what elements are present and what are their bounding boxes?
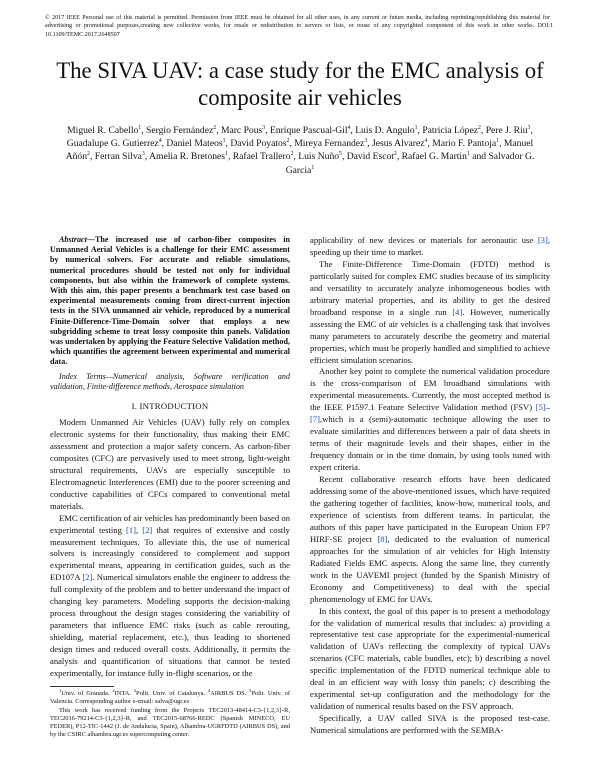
author-affiliation: 3 bbox=[141, 151, 145, 158]
author bbox=[67, 138, 162, 149]
text-run: EMC certification of air vehicles has predominantly been based on experimental testing bbox=[50, 512, 290, 535]
author-name: Ferran Silva bbox=[94, 151, 142, 163]
footnote-rule bbox=[50, 686, 114, 687]
abstract-lead: Abstract bbox=[59, 235, 87, 244]
footnote-marker: 1 bbox=[59, 687, 62, 693]
author bbox=[355, 125, 417, 136]
text-run: Modern Unmanned Air Vehicles (UAV) fully rely on complex electronic systems for their functionality, thus making their EMC assessment and protection a major safety concern. As carbon-fiber composites (CFC) are pervasively used to meet strong, light-weight structural requirements, UAVs are especially susceptible to Electromagnetic Interferences (EMI) due to the poorer screening and conductive capabilities of CFCs compared to conventional metal materials. bbox=[50, 417, 290, 511]
author-name: Daniel Mateos bbox=[166, 138, 223, 150]
text-run: INTA. bbox=[114, 689, 134, 697]
author-affiliation: 3 bbox=[527, 125, 531, 131]
body-paragraph bbox=[310, 474, 550, 605]
author-affiliation: 1 bbox=[138, 125, 142, 131]
text-run: AIRBUS DS. bbox=[210, 689, 250, 697]
text-run: . Numerical simulators enable the engineer to address the full complexity of the problem and to better understand the impact of changing key parameters. Modeling supports the decision-making process throughout the design stages considering the variability of parameters that influence EMC risks (such as cable rerouting, shielding, material replacement, etc.), thus leading to shortened design times and reduced overall costs. Additionally, it permits the analysis and quantification of situations that cannot be tested experimentally, for instance fully in-flight scenarios, or the bbox=[50, 572, 290, 679]
author-name: Mireya Fernandez bbox=[294, 138, 365, 150]
author-affiliation: 1 bbox=[311, 164, 315, 171]
paper-title: The SIVA UAV: a case study for the EMC analysis of composite air vehicles bbox=[56, 58, 544, 110]
text-run: Another key point to complete the numerical validation procedure is the cross-comparison of EM broadband simulations with experimental measurements. Currently, the most accepted method is the IEEE P1597.1 Feature Selective Validation method (FSV) bbox=[310, 366, 550, 413]
body-paragraph bbox=[310, 606, 550, 714]
abstract bbox=[50, 235, 290, 368]
author-affiliation: 5 bbox=[339, 151, 342, 158]
left-column bbox=[50, 235, 290, 740]
author-affiliation: 1 bbox=[222, 138, 226, 145]
text-run: . However, numerically assessing the EMC of air vehicles is a challenging task that involves many parameters to accurately describe the geometry and material properties, which must be properly handled and simplified to achieve efficient simulation scenarios. bbox=[310, 306, 550, 365]
page-number: 1 bbox=[550, 22, 554, 29]
body-paragraph bbox=[310, 713, 550, 737]
citation-link[interactable]: [7] bbox=[310, 414, 321, 425]
author-affiliation: 2 bbox=[213, 125, 217, 131]
author-name: David Poyatos bbox=[230, 138, 287, 150]
author bbox=[372, 138, 427, 149]
citation-link[interactable]: [5] bbox=[535, 402, 546, 413]
author bbox=[422, 125, 481, 136]
text-run: ,which is a (semi)-automatic technique allowing the user to evaluate similarities and differences between a pair of data sheets in terms of their magnitude levels and their shapes, either in the frequency domain or in the time domain, by using tools tuned with expert criteria. bbox=[310, 414, 550, 473]
author-name: Mario F. Pantoja bbox=[432, 138, 497, 150]
author-affiliation: 2 bbox=[290, 151, 294, 158]
index-terms: Index Terms—Numerical analysis, Software verification and validation, Finite-difference methods, Aerospace simulation bbox=[50, 371, 290, 391]
text-run: This work has received funding from the Projects TEC2013-48414-C3-{1,2,3}-R, TEC2016-79214-C3-{1,2,3}-R, and TEC2015-68766-REDC (Spanish MINECO, EU FEDER), P12-TIC-1442 (J. de Andalucia, Spain), Alhambra-UGRFDTD (AIRBUS DS), and by the CSIRC alhambra.ugr.es supercomputing center. bbox=[50, 706, 290, 739]
author bbox=[67, 125, 141, 136]
author-list: Miguel R. Cabello$^1$, Sergio Fernández$^2$, Marc Pous$^3$, Enrique Pascual-Gil$^4$, Luis D. Angulo$^1$, Patricia López$^2$, Pere J. Riu$^3$, Guadalupe G. Gutierrez$^4$, Daniel Mateos$^1$, David Poyatos$^2$, Mireya Fernandez$^3$, Jesus Alvarez$^4$, Mario F. Pantoja$^1$, Manuel Añón$^2$, Ferran Silva$^3$, Amelia R. Bretones$^1$, Rafael Trallero$^2$, Luis Nuño$^5$, David Escot$^2$, Rafael G. Martin$^1$ and Salvador G. Garcia$^1$ bbox=[65, 125, 535, 176]
text-run: that requires of extensive and costly measurement techniques. To alleviate this, the use of numerical solvers is increasingly considered to complement and support experimental means, appearing in certification guides, such as the ED107A bbox=[50, 524, 290, 583]
author-name: Manuel Añón bbox=[65, 138, 534, 163]
intro-body bbox=[50, 417, 290, 680]
author-affiliation: 2 bbox=[286, 138, 290, 145]
citation-link[interactable]: [4] bbox=[452, 306, 463, 317]
author-affiliation: 1 bbox=[414, 125, 418, 131]
author-name: David Escot bbox=[346, 151, 394, 163]
author-name: Luis D. Angulo bbox=[355, 125, 415, 136]
abstract-text: —The increased use of carbon-fiber composites in Unmanned Aerial Vehicles is a challenge for their EMC assessment by numerical solvers. For accurate and reliable simulations, numerical procedures should be tested not only for individual components, but also within the framework of complete systems. With this aim, this paper presents a benchmark test case based on experimental measurements coming from direct-current injection tests in the SIVA unmanned air vehicle, reproduced by a numerical Finite-Difference-Time-Domain solver that employs a new subgridding scheme to treat lossy composite thin panels. Validation was undertaken by applying the Feature Selective Validation method, which quantifies the agreement between experimental and numerical data. bbox=[50, 235, 290, 367]
author-name: Jesus Alvarez bbox=[372, 138, 425, 150]
footnote-marker: 3 bbox=[133, 687, 137, 693]
author-name: Patricia López bbox=[422, 125, 478, 136]
citation-link[interactable]: [2] bbox=[82, 572, 93, 583]
citation-link[interactable]: [8] bbox=[377, 533, 388, 544]
citation-link[interactable]: [1] bbox=[125, 524, 136, 535]
body-paragraph bbox=[50, 513, 290, 680]
author-name: Sergio Fernández bbox=[146, 125, 214, 136]
footnote bbox=[50, 707, 290, 740]
text-run: , bbox=[136, 524, 143, 535]
body-paragraph bbox=[310, 259, 550, 367]
author-name: Rafael G. Martin bbox=[401, 151, 467, 163]
body-paragraph bbox=[310, 235, 550, 259]
citation-link[interactable]: [3] bbox=[537, 235, 548, 245]
author-name: Guadalupe G. Gutierrez bbox=[66, 138, 159, 150]
author-affiliation: 1 bbox=[496, 138, 500, 145]
section-heading-introduction: I. INTRODUCTION bbox=[131, 401, 209, 412]
author-affiliation: 3 bbox=[364, 138, 368, 145]
author bbox=[230, 138, 289, 149]
text-run: Recent collaborative research efforts have been dedicated addressing some of the above-mentioned issues, which have required the gathering together of facilities, know-how, numerical tools, and experience of scientists from different teams. In particular, the authors of this paper have participated in the European Union FP7 HIRF-SE project bbox=[310, 474, 550, 544]
author-affiliation: 1 bbox=[466, 151, 470, 158]
author-name: Miguel R. Cabello bbox=[67, 125, 139, 136]
author bbox=[294, 138, 367, 149]
author-affiliation: 2 bbox=[478, 125, 481, 131]
author bbox=[402, 151, 470, 162]
author bbox=[221, 125, 265, 136]
author-name: Luis Nuño bbox=[298, 151, 340, 163]
author bbox=[486, 125, 531, 136]
footnote-marker: 2 bbox=[112, 687, 115, 693]
author-affiliation: 4 bbox=[347, 125, 351, 131]
author-name: Pere J. Riu bbox=[485, 125, 528, 136]
text-run: , speeding up their time to market. bbox=[310, 235, 550, 257]
text-run: , dedicated to the evaluation of numerical approaches for the simulation of air vehicles for High Intensity Radiated Fields EMC aspects. Along the same line, they currently work in the UAVEMI project (funded by the Spanish Ministry of Economy and Competitiveness) to deal with the special phenomenology of EMC for UAVs. bbox=[310, 533, 550, 604]
author bbox=[149, 151, 228, 162]
author-affiliation: 3 bbox=[262, 125, 266, 131]
author-name: Rafael Trallero bbox=[232, 151, 291, 163]
author bbox=[95, 151, 145, 162]
author bbox=[146, 125, 216, 136]
body-paragraph bbox=[50, 417, 290, 513]
footnote-marker: 5 bbox=[249, 687, 252, 693]
author bbox=[233, 151, 294, 162]
copyright-notice: © 2017 IEEE Personal use of this material is permitted. Permission from IEEE must be obtained for all other uses, in any current or future media, including reprinting/republishing this material for advertising or promotional purposes,creating new collective works, for resale or redistribution to servers or lists, or reuse of any copyrighted component of this work in other works. DOI: 10.1109/TEMC.2017.2648507 bbox=[45, 15, 550, 38]
text-run: Univ. of Granada. bbox=[61, 689, 113, 697]
author-affiliation: 1 bbox=[225, 151, 228, 158]
author bbox=[298, 151, 342, 162]
text-run: applicability of new devices or materials for aeronautic use bbox=[310, 235, 538, 245]
text-run: Polit. Univ. of Catalunya. bbox=[136, 689, 208, 697]
author bbox=[347, 151, 397, 162]
author-name: Enrique Pascual-Gil bbox=[269, 125, 348, 136]
footnotes bbox=[50, 687, 291, 740]
author-name: Salvador G. Garcia bbox=[285, 151, 535, 176]
footnote-marker: 4 bbox=[207, 687, 211, 693]
citation-link[interactable]: [2] bbox=[142, 524, 153, 535]
body-paragraph bbox=[310, 366, 550, 474]
author-affiliation: 4 bbox=[158, 138, 162, 145]
footnote bbox=[50, 687, 291, 707]
text-run: The Finite-Difference Time-Domain (FDTD) method is particularly suited for complex EMC studies because of its simplicity and versatility to accurately analyze inhomogeneous bodies with arbitrary material properties, and its ability to get the desired broadband response in a single run bbox=[310, 258, 550, 317]
author-name: Marc Pous bbox=[220, 125, 263, 136]
author bbox=[166, 138, 225, 149]
author bbox=[432, 138, 499, 149]
text-run: – bbox=[545, 402, 550, 413]
text-run: Polit. Univ. of Valencia. Corresponding author s-email: salva@ugr.es bbox=[50, 689, 291, 706]
author-name: Amelia R. Bretones bbox=[149, 151, 226, 163]
text-run: Specifically, a UAV called SIVA is the proposed test-case. Numerical simulations are performed with the SEMBA- bbox=[310, 713, 550, 736]
author bbox=[270, 125, 350, 136]
right-column bbox=[310, 235, 550, 737]
author-affiliation: 2 bbox=[87, 151, 90, 158]
author-affiliation: 4 bbox=[424, 138, 428, 145]
author-affiliation: 2 bbox=[393, 151, 397, 158]
text-run: In this context, the goal of this paper is to present a methodology for the validation of numerical results that includes: a) providing a representative test case appropriate for the experimental-numerical validation of UAVs reflecting the complexity of typical UAVs scenarios (CFC materials, cable bundles, etc); b) describing a novel specific implementation of the FDTD numerical technique able to deal in an efficient way with lossy thin panels; c) describing the experimental set-up configuration and the methodology for the validation of numerical results based on the FSV approach. bbox=[310, 605, 550, 712]
